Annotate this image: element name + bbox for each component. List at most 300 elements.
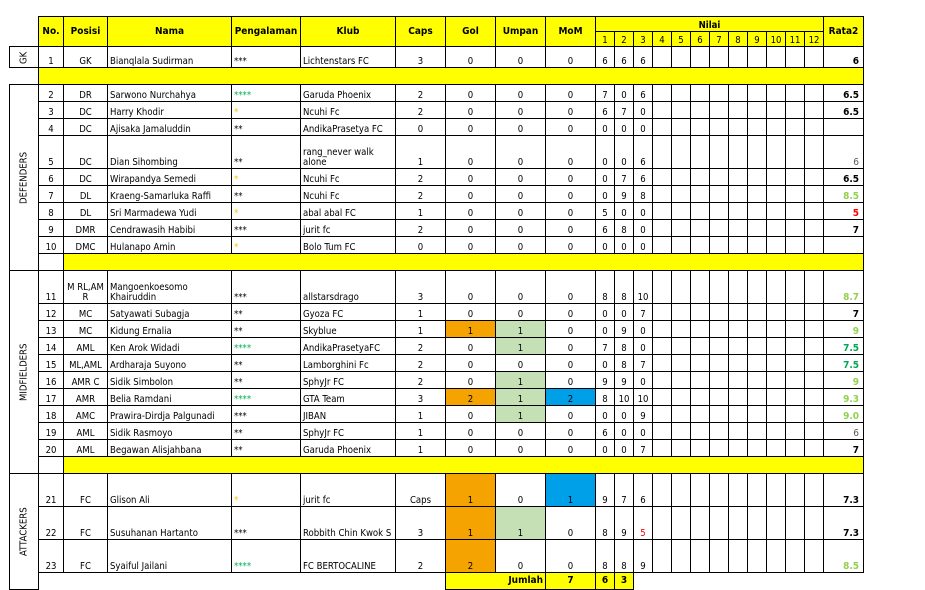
player-club: AndikaPrasetya FC [301, 119, 396, 136]
player-position: DC [64, 169, 108, 186]
player-no: 7 [39, 186, 64, 203]
player-mom: 0 [546, 507, 596, 540]
player-name: Ken Arok Widadi [108, 338, 232, 355]
cell-text: Nilai [698, 20, 721, 31]
rating-empty [767, 474, 786, 507]
player-name: Susuhanan Hartanto [108, 507, 232, 540]
rating-empty [710, 304, 729, 321]
rating-empty [672, 102, 691, 119]
cell-text: 0 [640, 242, 646, 253]
player-rating [634, 389, 653, 406]
player-average [824, 119, 864, 136]
rating-empty [748, 186, 767, 203]
player-assists: 0 [496, 85, 546, 102]
player-club: SphyJr FC [301, 423, 396, 440]
cell-text: 6.5 [843, 90, 859, 101]
player-club: jurit fc [301, 474, 396, 507]
cell-text: 7 [852, 309, 859, 320]
rating-empty [672, 271, 691, 304]
player-average [824, 271, 864, 304]
player-rating [634, 338, 653, 355]
player-position: MC [64, 304, 108, 321]
player-rating [615, 47, 634, 68]
player-mom: 0 [546, 271, 596, 304]
player-assists: 0 [496, 540, 546, 573]
player-experience [232, 237, 301, 254]
rating-empty [691, 440, 710, 457]
cell-text: 0 [602, 445, 608, 456]
player-experience [232, 540, 301, 573]
player-position: GK [64, 47, 108, 68]
player-experience [232, 85, 301, 102]
rating-empty [748, 304, 767, 321]
rating-empty [748, 355, 767, 372]
rating-empty [729, 474, 748, 507]
player-goals: 0 [446, 423, 496, 440]
player-mom: 0 [546, 540, 596, 573]
rating-empty [729, 507, 748, 540]
cell-text: **** [234, 394, 252, 405]
rating-empty [805, 102, 824, 119]
rating-empty [710, 203, 729, 220]
cell-text: 8 [621, 225, 627, 236]
rating-empty [748, 440, 767, 457]
cell-text: *** [234, 411, 247, 422]
player-mom: 0 [546, 136, 596, 169]
player-assists: 1 [496, 507, 546, 540]
header-nilai-col: 6 [691, 32, 710, 47]
rating-empty [805, 338, 824, 355]
player-club: Garuda Phoenix [301, 85, 396, 102]
rating-empty [767, 203, 786, 220]
player-no: 23 [39, 540, 64, 573]
player-mom: 0 [546, 440, 596, 457]
cell-text: R [82, 292, 89, 303]
player-assists: 1 [496, 389, 546, 406]
cell-text: 7 [640, 360, 646, 371]
header-nilai-col: 8 [729, 32, 748, 47]
player-position: FC [64, 474, 108, 507]
rating-empty [710, 338, 729, 355]
table-row [10, 85, 864, 102]
cell-text: 0 [621, 242, 627, 253]
cell-text: 9 [852, 326, 859, 337]
cell-text: 5 [640, 528, 646, 539]
player-rating [634, 47, 653, 68]
header-nilai-col: 12 [805, 32, 824, 47]
rating-empty [710, 321, 729, 338]
player-no: 20 [39, 440, 64, 457]
rating-empty [672, 136, 691, 169]
cell-text: 8 [621, 343, 627, 354]
cell-text: 6 [640, 56, 646, 67]
header-nilai-col: 3 [634, 32, 653, 47]
cell-text: ** [234, 191, 243, 202]
player-rating [615, 321, 634, 338]
rating-empty [748, 338, 767, 355]
group-separator [64, 457, 864, 474]
player-position: MC [64, 321, 108, 338]
cell-text: 9 [640, 411, 646, 422]
player-rating [596, 389, 615, 406]
player-mom: 0 [546, 406, 596, 423]
player-caps: 0 [396, 119, 446, 136]
rating-empty [786, 203, 805, 220]
blank-cell [39, 457, 64, 474]
cell-text: alone [303, 157, 327, 168]
rating-empty [767, 47, 786, 68]
rating-empty [786, 321, 805, 338]
player-club: JIBAN [301, 406, 396, 423]
rating-empty [710, 372, 729, 389]
player-caps: 1 [396, 406, 446, 423]
rating-empty [691, 507, 710, 540]
player-rating [634, 507, 653, 540]
rating-empty [672, 237, 691, 254]
player-name: Glison Ali [108, 474, 232, 507]
player-no: 8 [39, 203, 64, 220]
rating-empty [748, 220, 767, 237]
cell-text: 0 [602, 157, 608, 168]
rating-empty [786, 85, 805, 102]
rating-empty [653, 102, 672, 119]
player-rating [634, 169, 653, 186]
player-rating [596, 338, 615, 355]
rating-empty [672, 119, 691, 136]
player-name: Cendrawasih Habibi [108, 220, 232, 237]
player-assists: 0 [496, 47, 546, 68]
player-club: Ncuhi Fc [301, 186, 396, 203]
player-rating [596, 47, 615, 68]
cell-text: 9 [621, 191, 627, 202]
player-mom: 0 [546, 304, 596, 321]
player-rating [615, 540, 634, 573]
cell-text: **** [234, 561, 252, 572]
rating-empty [729, 102, 748, 119]
cell-text: 6 [621, 56, 627, 67]
player-assists: 0 [496, 474, 546, 507]
cell-text: ** [234, 326, 243, 337]
cell-text: 6 [852, 56, 859, 67]
player-rating [615, 102, 634, 119]
rating-empty [786, 440, 805, 457]
header-mom: MoM [546, 17, 596, 47]
rating-empty [729, 47, 748, 68]
rating-empty [691, 85, 710, 102]
cell-text: 6 [602, 107, 608, 118]
cell-text: 8 [602, 292, 608, 303]
player-caps: 2 [396, 372, 446, 389]
rating-empty [786, 136, 805, 169]
player-rating [615, 85, 634, 102]
player-no: 19 [39, 423, 64, 440]
cell-text: 0 [621, 411, 627, 422]
player-assists: 0 [496, 423, 546, 440]
player-mom: 0 [546, 237, 596, 254]
player-caps: 1 [396, 440, 446, 457]
player-assists: 0 [496, 440, 546, 457]
player-caps: 2 [396, 186, 446, 203]
player-club: Ncuhi Fc [301, 169, 396, 186]
totals-goals: 7 [546, 573, 596, 590]
totals-mom: 3 [615, 573, 634, 590]
player-rating [596, 440, 615, 457]
cell-text: 0 [852, 242, 859, 253]
player-rating [634, 220, 653, 237]
player-caps: 1 [396, 203, 446, 220]
rating-empty [805, 389, 824, 406]
rating-empty [653, 321, 672, 338]
rating-empty [786, 423, 805, 440]
rating-empty [729, 389, 748, 406]
player-experience [232, 169, 301, 186]
rating-empty [805, 540, 824, 573]
rating-empty [729, 540, 748, 573]
player-assists: 0 [496, 169, 546, 186]
rating-empty [748, 389, 767, 406]
rating-empty [672, 507, 691, 540]
rating-empty [786, 372, 805, 389]
cell-text: 8 [602, 394, 608, 405]
player-name [108, 271, 232, 304]
player-average [824, 540, 864, 573]
table-row [10, 169, 864, 186]
cell-text: 7 [602, 90, 608, 101]
cell-text: 10 [618, 394, 630, 405]
cell-text: 6 [640, 90, 646, 101]
rating-empty [710, 355, 729, 372]
cell-text: 7.3 [843, 495, 859, 506]
player-rating [615, 440, 634, 457]
player-rating [596, 119, 615, 136]
table-row [10, 355, 864, 372]
rating-empty [748, 474, 767, 507]
cell-text: 9 [640, 561, 646, 572]
cell-text: 8 [602, 561, 608, 572]
cell-text: 0 [602, 360, 608, 371]
rating-empty [805, 271, 824, 304]
rating-empty [691, 321, 710, 338]
player-average [824, 102, 864, 119]
rating-empty [748, 47, 767, 68]
rating-empty [710, 85, 729, 102]
player-no: 12 [39, 304, 64, 321]
cell-text: *** [234, 528, 247, 539]
player-goals: 0 [446, 102, 496, 119]
player-assists: 0 [496, 186, 546, 203]
cell-text: 0 [640, 377, 646, 388]
cell-text: 0 [640, 343, 646, 354]
player-assists: 0 [496, 136, 546, 169]
rating-empty [729, 169, 748, 186]
player-mom: 0 [546, 169, 596, 186]
player-rating [615, 474, 634, 507]
header-umpan: Umpan [496, 17, 546, 47]
cell-text: 0 [621, 208, 627, 219]
player-position: DMR [64, 220, 108, 237]
player-average [824, 440, 864, 457]
player-experience [232, 440, 301, 457]
player-mom: 2 [546, 389, 596, 406]
player-average [824, 372, 864, 389]
rating-empty [805, 136, 824, 169]
player-club: SphyJr FC [301, 372, 396, 389]
cell-text: 7 [621, 174, 627, 185]
rating-empty [672, 85, 691, 102]
player-experience [232, 389, 301, 406]
player-mom: 0 [546, 355, 596, 372]
table-row [10, 389, 864, 406]
rating-empty [786, 186, 805, 203]
cell-text: 7 [852, 225, 859, 236]
rating-empty [767, 507, 786, 540]
category-att: ATTACKERS [10, 474, 39, 590]
player-goals: 0 [446, 237, 496, 254]
player-position: AML [64, 423, 108, 440]
rating-empty [691, 423, 710, 440]
player-position: FC [64, 540, 108, 573]
player-experience [232, 136, 301, 169]
player-position: DC [64, 102, 108, 119]
rating-empty [767, 186, 786, 203]
rating-empty [653, 85, 672, 102]
rating-empty [805, 220, 824, 237]
player-no: 2 [39, 85, 64, 102]
player-assists: 1 [496, 321, 546, 338]
rating-empty [767, 136, 786, 169]
player-experience [232, 423, 301, 440]
cell-text: 6 [853, 157, 859, 168]
cell-text: 0 [602, 174, 608, 185]
player-mom: 0 [546, 47, 596, 68]
header-rata: Rata2 [824, 17, 864, 47]
rating-empty [786, 47, 805, 68]
player-name: Sidik Simbolon [108, 372, 232, 389]
rating-empty [672, 474, 691, 507]
header-nilai-col: 2 [615, 32, 634, 47]
cell-text: 7 [640, 309, 646, 320]
player-rating [634, 474, 653, 507]
rating-empty [691, 372, 710, 389]
player-rating [634, 423, 653, 440]
rating-empty [767, 321, 786, 338]
cell-text: 0 [621, 90, 627, 101]
rating-empty [653, 389, 672, 406]
rating-empty [653, 372, 672, 389]
table-row [10, 220, 864, 237]
rating-empty [691, 355, 710, 372]
header-posisi: Posisi [64, 17, 108, 47]
cell-text: 9 [602, 495, 608, 506]
cell-text: 0 [640, 428, 646, 439]
rating-empty [653, 355, 672, 372]
rating-empty [653, 338, 672, 355]
player-club: jurit fc [301, 220, 396, 237]
player-caps: 2 [396, 355, 446, 372]
rating-empty [748, 540, 767, 573]
rating-empty [729, 220, 748, 237]
rating-empty [786, 474, 805, 507]
player-rating [596, 355, 615, 372]
player-no: 21 [39, 474, 64, 507]
rating-empty [748, 169, 767, 186]
player-rating [596, 102, 615, 119]
rating-empty [748, 271, 767, 304]
cell-text: 7 [852, 445, 859, 456]
rating-empty [748, 237, 767, 254]
rating-empty [805, 440, 824, 457]
player-caps: 2 [396, 338, 446, 355]
rating-empty [767, 102, 786, 119]
player-no: 22 [39, 507, 64, 540]
player-rating [615, 136, 634, 169]
rating-empty [748, 85, 767, 102]
player-goals: 0 [446, 119, 496, 136]
player-club: AndikaPrasetyaFC [301, 338, 396, 355]
rating-empty [691, 540, 710, 573]
rating-empty [691, 203, 710, 220]
cell-text: 8.7 [843, 292, 859, 303]
blank-cell [634, 573, 864, 590]
cell-text: 8 [640, 191, 646, 202]
rating-empty [729, 85, 748, 102]
totals-label [446, 573, 546, 590]
rating-empty [653, 474, 672, 507]
rating-empty [767, 338, 786, 355]
cell-text: 9 [602, 377, 608, 388]
player-caps: 2 [396, 102, 446, 119]
rating-empty [710, 237, 729, 254]
rating-empty [653, 169, 672, 186]
table-row [10, 237, 864, 254]
table-row [10, 321, 864, 338]
player-average [824, 237, 864, 254]
cell-text: 6 [853, 428, 859, 439]
cell-text: 6 [602, 56, 608, 67]
rating-empty [805, 237, 824, 254]
cell-text: 9.0 [843, 411, 859, 422]
rating-empty [691, 338, 710, 355]
player-name: Satyawati Subagja [108, 304, 232, 321]
rating-empty [653, 406, 672, 423]
player-goals: 1 [446, 507, 496, 540]
rating-empty [786, 304, 805, 321]
player-club: allstarsdrago [301, 271, 396, 304]
cell-text: 9.3 [843, 394, 859, 405]
player-assists: 1 [496, 406, 546, 423]
cell-text: 5 [602, 208, 608, 219]
rating-empty [729, 338, 748, 355]
player-average [824, 338, 864, 355]
player-rating [596, 540, 615, 573]
player-rating [634, 237, 653, 254]
player-rating [634, 85, 653, 102]
player-experience [232, 203, 301, 220]
header-nilai-col: 4 [653, 32, 672, 47]
player-goals: 2 [446, 540, 496, 573]
player-position: FC [64, 507, 108, 540]
player-rating [634, 186, 653, 203]
player-name: Sidik Rasmoyo [108, 423, 232, 440]
player-goals: 1 [446, 321, 496, 338]
cell-text: M RL,AM [67, 282, 104, 293]
player-no: 15 [39, 355, 64, 372]
player-caps: 1 [396, 423, 446, 440]
cell-text: ** [234, 445, 243, 456]
cell-text: 6 [602, 428, 608, 439]
table-row [10, 119, 864, 136]
player-assists: 0 [496, 102, 546, 119]
